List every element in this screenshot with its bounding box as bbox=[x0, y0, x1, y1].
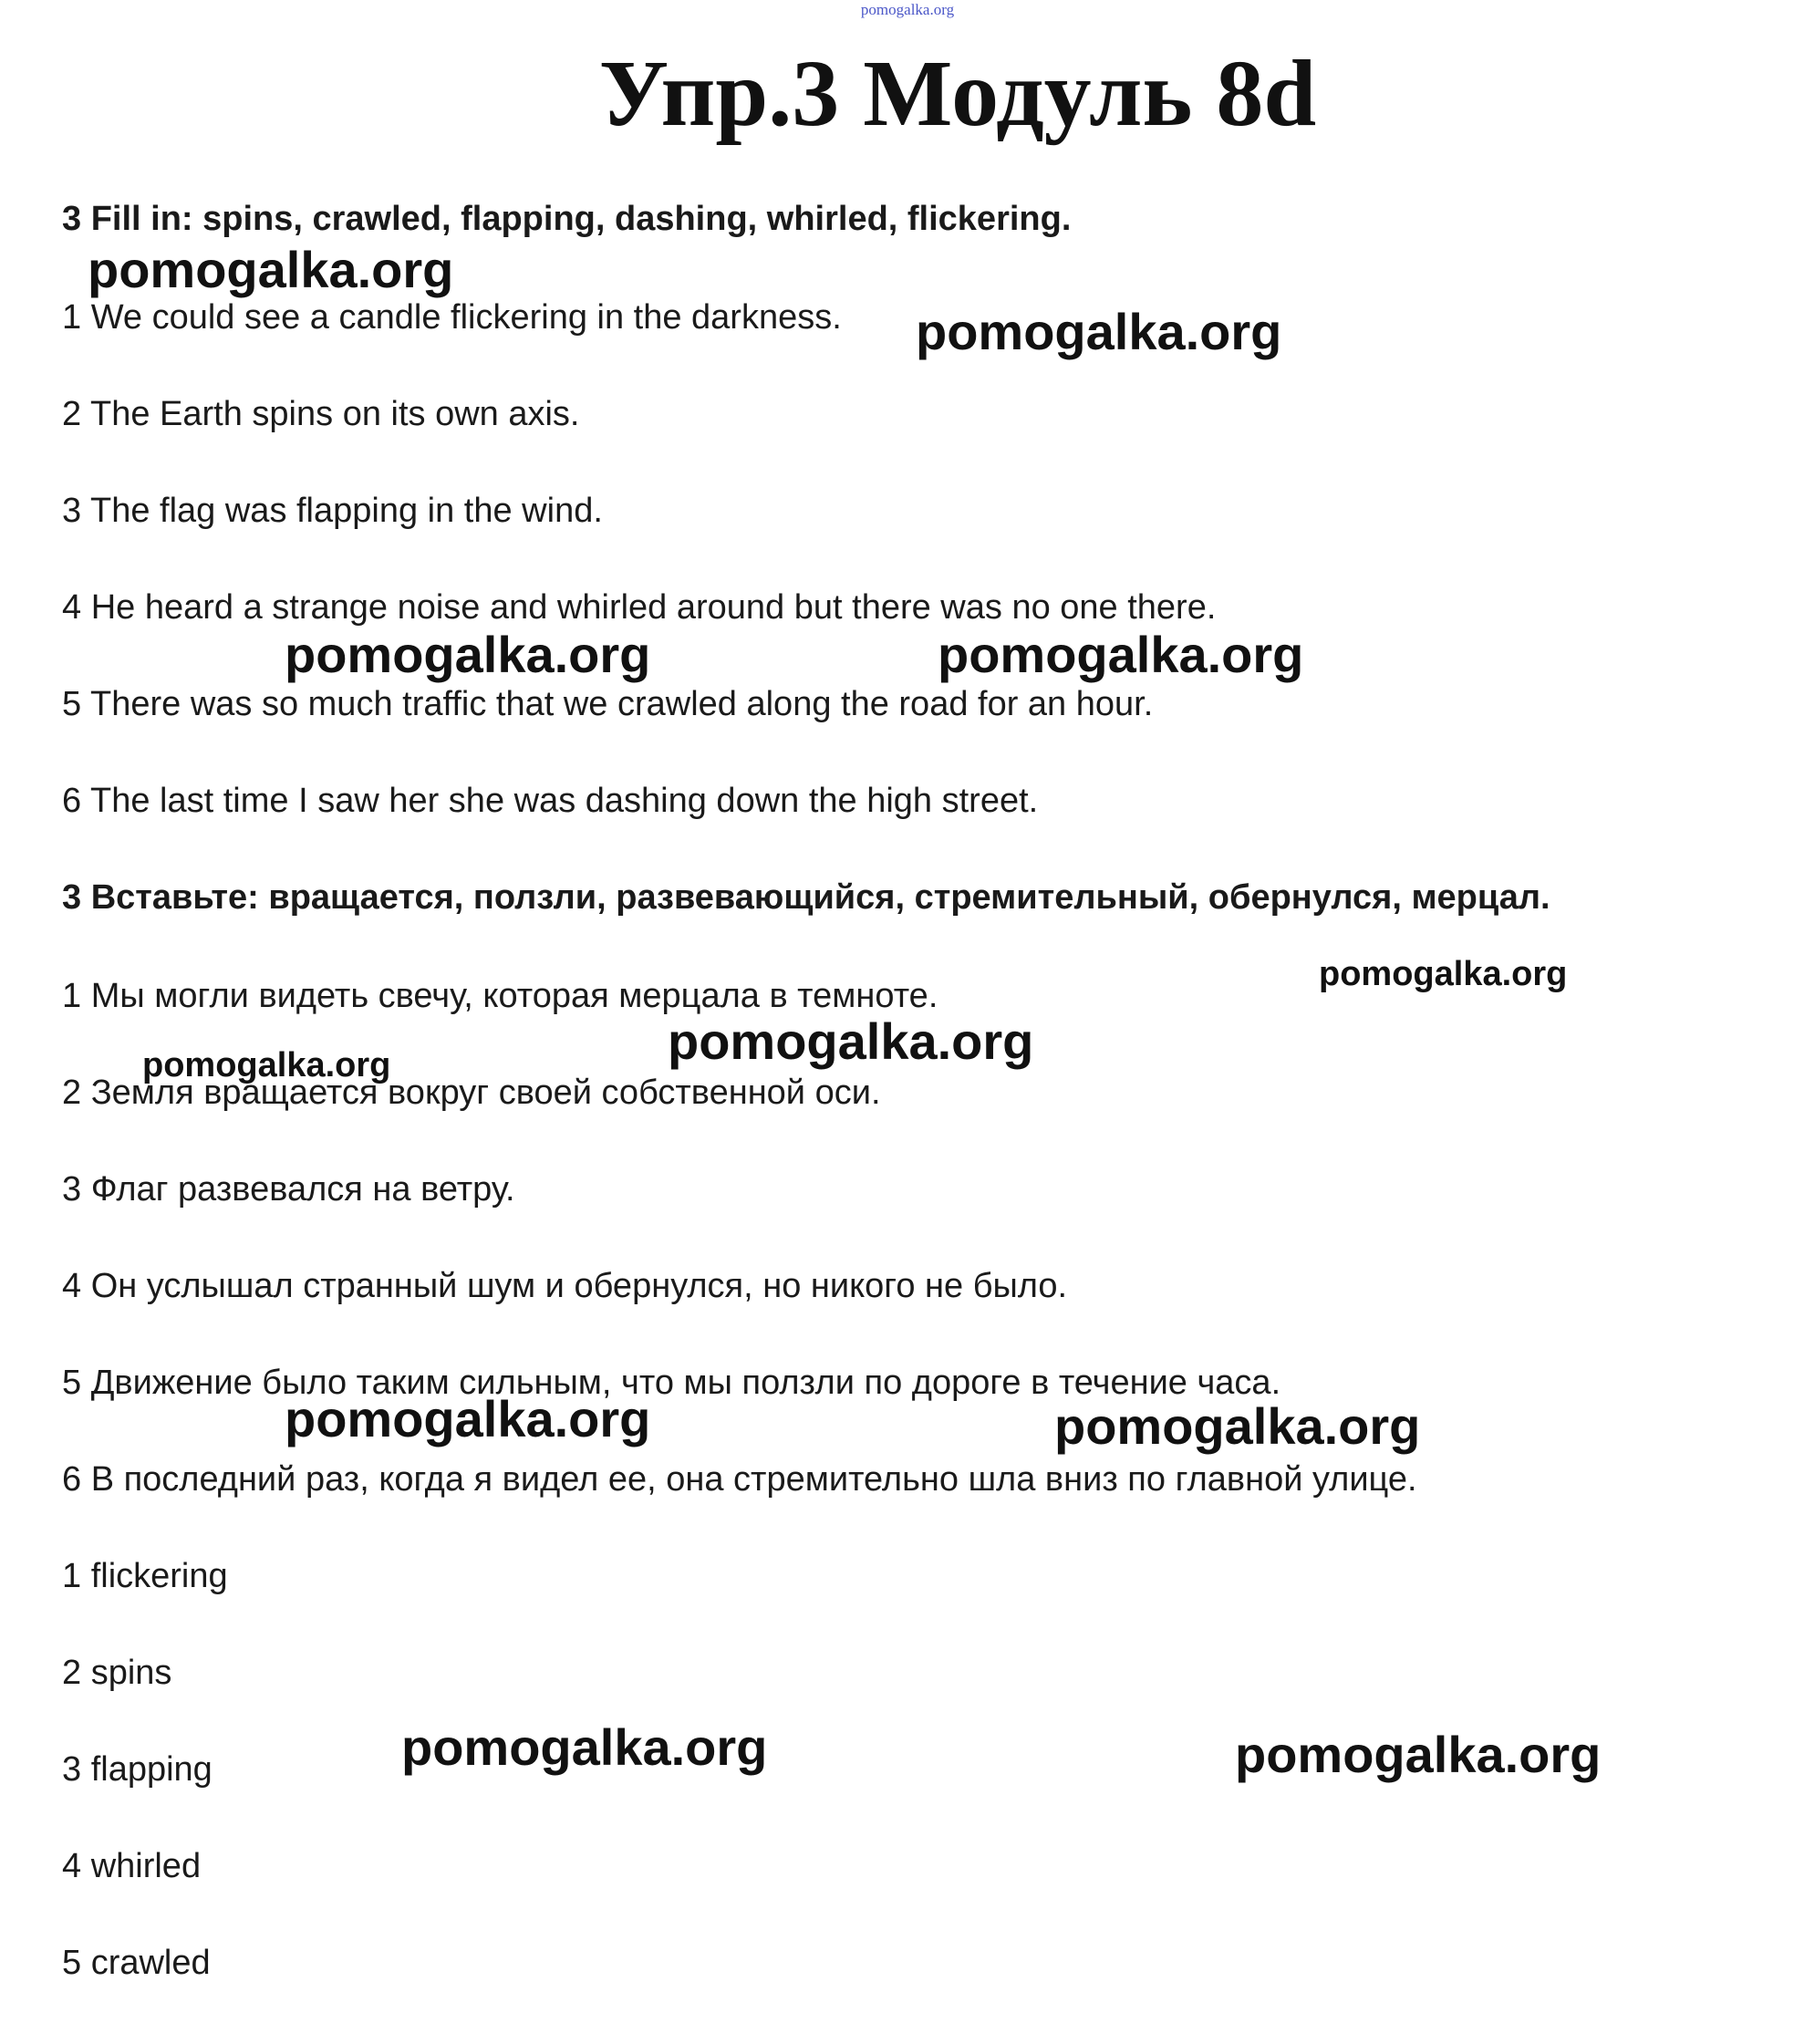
english-sentence-5: 5 There was so much traffic that we crawled along the road for an hour. bbox=[62, 685, 1154, 723]
english-task-heading: 3 Fill in: spins, crawled, flapping, dashing, whirled, flickering. bbox=[62, 200, 1072, 238]
answer-5: 5 crawled bbox=[62, 1944, 211, 1982]
watermark: pomogalka.org bbox=[1054, 1397, 1421, 1455]
english-sentence-2: 2 The Earth spins on its own axis. bbox=[62, 395, 580, 433]
watermark: pomogalka.org bbox=[401, 1718, 768, 1776]
russian-sentence-1: 1 Мы могли видеть свечу, которая мерцала в темноте. bbox=[62, 977, 938, 1015]
watermark: pomogalka.org bbox=[916, 303, 1282, 360]
watermark: pomogalka.org bbox=[668, 1012, 1034, 1070]
watermark: pomogalka.org bbox=[285, 1390, 651, 1447]
watermark: pomogalka.org bbox=[285, 626, 651, 683]
english-sentence-1: 1 We could see a candle flickering in the darkness. bbox=[62, 298, 842, 337]
watermark: pomogalka.org bbox=[88, 241, 454, 298]
russian-sentence-5: 5 Движение было таким сильным, что мы ползли по дороге в течение часа. bbox=[62, 1364, 1281, 1402]
watermark: pomogalka.org bbox=[142, 1046, 391, 1084]
answer-4: 4 whirled bbox=[62, 1847, 202, 1885]
page-title: Упр.3 Модуль 8d bbox=[598, 41, 1317, 146]
site-header-link[interactable]: pomogalka.org bbox=[860, 1, 955, 18]
watermark: pomogalka.org bbox=[1235, 1726, 1602, 1783]
english-sentence-6: 6 The last time I saw her she was dashing down the high street. bbox=[62, 782, 1039, 820]
russian-sentence-4: 4 Он услышал странный шум и обернулся, но никого не было. bbox=[62, 1267, 1068, 1305]
english-sentence-4: 4 He heard a strange noise and whirled around but there was no one there. bbox=[62, 588, 1217, 627]
russian-sentence-6: 6 В последний раз, когда я видел ее, она стремительно шла вниз по главной улице. bbox=[62, 1460, 1417, 1499]
english-sentence-3: 3 The flag was flapping in the wind. bbox=[62, 492, 603, 530]
russian-sentence-2: 2 Земля вращается вокруг своей собственной оси. bbox=[62, 1074, 881, 1112]
watermark: pomogalka.org bbox=[938, 626, 1304, 683]
answer-2: 2 spins bbox=[62, 1654, 172, 1692]
russian-task-heading: 3 Вставьте: вращается, ползли, развевающийся, стремительный, обернулся, мерцал. bbox=[62, 878, 1550, 917]
russian-sentence-3: 3 Флаг развевался на ветру. bbox=[62, 1170, 515, 1209]
answer-1: 1 flickering bbox=[62, 1557, 228, 1595]
answer-3: 3 flapping bbox=[62, 1750, 213, 1789]
watermark: pomogalka.org bbox=[1319, 955, 1568, 993]
